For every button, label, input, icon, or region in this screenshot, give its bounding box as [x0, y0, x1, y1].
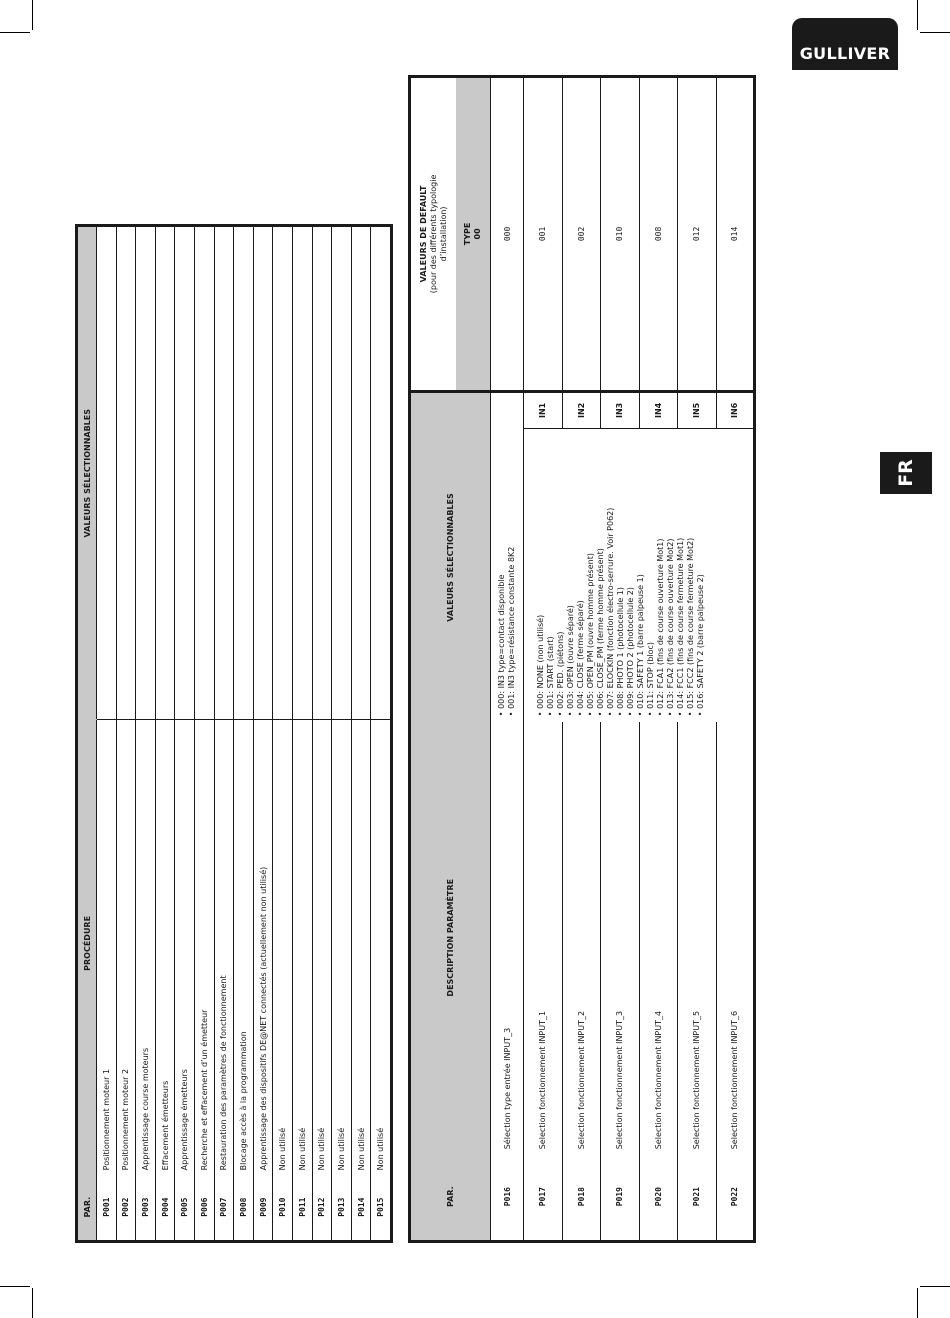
value-line: • 013: FCA2 (fins de course ouverture Mot2) — [666, 538, 675, 717]
default-value: 001 — [524, 77, 563, 392]
value-line: • 001: IN3 type=résistance constante 8K2 — [507, 546, 516, 717]
header-procedure: PROCÉDURE — [77, 720, 97, 1174]
value-line: • 002: PED. (piétons) — [556, 631, 565, 717]
table-row — [214, 226, 234, 1242]
table-row — [332, 226, 352, 1242]
param-code: P011 — [292, 1174, 312, 1241]
table-row — [371, 226, 392, 1242]
table-row — [155, 226, 175, 1242]
crop-mark — [920, 1286, 950, 1287]
value-line: • 006: CLOSE_PM (ferme homme présent) — [596, 548, 605, 717]
selectable-values — [351, 226, 371, 720]
param-description: Selection fonctionnement INPUT_4 — [639, 722, 678, 1153]
param-code: P005 — [175, 1174, 195, 1241]
param-code: P006 — [194, 1174, 214, 1241]
value-line: • 003: OPEN (ouvre séparé) — [566, 605, 575, 717]
default-subtitle-2: d’installation) — [438, 206, 448, 262]
value-line: • 010: SAFETY 1 (barre palpeuse 1) — [636, 574, 645, 717]
selectable-values — [371, 226, 392, 720]
language-tab-label: FR — [895, 459, 917, 487]
gulliver-logo — [792, 18, 898, 70]
procedure-description: Apprentissage émetteurs — [175, 720, 195, 1174]
param-code: P019 — [601, 1153, 640, 1241]
selectable-values — [214, 226, 234, 720]
param-description: Sélection type entrée INPUT_3 — [491, 722, 524, 1153]
default-value: 014 — [716, 77, 755, 392]
value-line: • 000: IN3 type=contact disponible — [497, 574, 506, 717]
selectable-values — [136, 226, 156, 720]
type-label: TYPE — [463, 222, 472, 246]
table-row — [273, 226, 293, 1242]
table-row — [194, 226, 214, 1242]
input-label: IN1 — [524, 391, 563, 428]
crop-mark — [32, 1288, 33, 1318]
language-tab — [880, 452, 932, 494]
input-label: IN2 — [562, 391, 601, 428]
input-label: IN3 — [601, 391, 640, 428]
default-value: 000 — [491, 77, 524, 392]
crop-mark — [917, 1288, 918, 1318]
param-code: P010 — [273, 1174, 293, 1241]
procedure-description: Non utilisé — [332, 720, 352, 1174]
type-number: 00 — [473, 228, 482, 240]
value-line: • 007: ELOCKIN (fonction électro-serrure. Voir P062) — [606, 507, 615, 717]
selectable-values — [175, 226, 195, 720]
procedure-description: Non utilisé — [273, 720, 293, 1174]
header-default-values — [410, 77, 457, 392]
procedure-description: Apprentissage course moteurs — [136, 720, 156, 1174]
param-code: P004 — [155, 1174, 175, 1241]
selectable-values — [332, 226, 352, 720]
param-code: P009 — [253, 1174, 273, 1241]
value-line: • 016: SAFETY 2 (barre palpeuse 2) — [696, 574, 705, 717]
param-description: Selection fonctionnement INPUT_1 — [524, 722, 563, 1153]
table-row — [136, 226, 156, 1242]
selectable-values — [116, 226, 136, 720]
table-row — [253, 226, 273, 1242]
param-code: P002 — [116, 1174, 136, 1241]
header-par: PAR. — [410, 1153, 491, 1241]
param-code: P001 — [97, 1174, 117, 1241]
table-row — [116, 226, 136, 1242]
table-row — [175, 226, 195, 1242]
table-row — [292, 226, 312, 1242]
default-value: 010 — [601, 77, 640, 392]
default-title: VALEURS DE DEFAULT — [418, 185, 428, 283]
param-code: P021 — [678, 1153, 717, 1241]
table-row — [234, 226, 254, 1242]
value-line: • 001: START (start) — [546, 636, 555, 717]
header-values: VALEURS SÉLECTIONNABLES — [410, 391, 491, 722]
crop-mark — [920, 32, 950, 33]
procedure-description: Non utilisé — [351, 720, 371, 1174]
value-line: • 004: CLOSE (ferme séparé) — [576, 600, 585, 717]
value-line: • 000: NONE (non utilisé) — [536, 614, 545, 717]
procedure-description: Restauration des paramètres de fonctionnement — [214, 720, 234, 1174]
selectable-values — [292, 226, 312, 720]
param-code: P020 — [639, 1153, 678, 1241]
param-code: P014 — [351, 1174, 371, 1241]
table-row — [97, 226, 117, 1242]
header-type — [456, 77, 491, 392]
procedure-description: Non utilisé — [292, 720, 312, 1174]
input-function-values — [524, 428, 755, 722]
param-description: Selection fonctionnement INPUT_5 — [678, 722, 717, 1153]
crop-mark — [32, 0, 33, 30]
default-value: 012 — [678, 77, 717, 392]
procedure-description: Effacement émetteurs — [155, 720, 175, 1174]
header-par: PAR. — [77, 1174, 97, 1241]
input-label: IN6 — [716, 391, 755, 428]
param-code: P008 — [234, 1174, 254, 1241]
procedure-description: Positionnement moteur 1 — [97, 720, 117, 1174]
value-line: • 014: FCC1 (fins de course fermeture Mot1) — [676, 537, 685, 717]
default-subtitle-1: (pour des différents typologie — [428, 174, 438, 294]
param-code: P022 — [716, 1153, 755, 1241]
param-code: P007 — [214, 1174, 234, 1241]
value-line: • 015: FCC2 (fins de course fermeture Mot2) — [686, 537, 695, 717]
param-code: P015 — [371, 1174, 392, 1241]
selectable-values — [253, 226, 273, 720]
value-line: • 011: STOP (bloc) — [646, 641, 655, 717]
table-row — [491, 77, 524, 1242]
procedure-description: Positionnement moteur 2 — [116, 720, 136, 1174]
header-description: DESCRIPTION PARAMÈTRE — [410, 722, 491, 1153]
param-code: P012 — [312, 1174, 332, 1241]
table-row — [312, 226, 332, 1242]
logo-text: GULLIVER — [799, 44, 891, 63]
param-description: Selection fonctionnement INPUT_2 — [562, 722, 601, 1153]
selectable-values — [97, 226, 117, 720]
procedure-description: Recherche et effacement d’un émetteur — [194, 720, 214, 1174]
crop-mark — [0, 32, 30, 33]
header-values: VALEURS SÉLECTIONNABLES — [77, 226, 97, 720]
procedure-table — [75, 224, 389, 1243]
input-label: IN5 — [678, 391, 717, 428]
selectable-values — [273, 226, 293, 720]
selectable-values — [194, 226, 214, 720]
procedure-description: Non utilisé — [371, 720, 392, 1174]
param-values — [491, 391, 524, 722]
param-description: Selection fonctionnement INPUT_6 — [716, 722, 755, 1153]
table-row — [524, 77, 563, 1242]
param-code: P017 — [524, 1153, 563, 1241]
parameter-table — [408, 75, 751, 1243]
param-code: P013 — [332, 1174, 352, 1241]
param-code: P003 — [136, 1174, 156, 1241]
value-line: • 009: PHOTO 2 (photocellule 2) — [626, 586, 635, 717]
value-line: • 005: OPEN_PM (ouvre homme présent) — [586, 553, 595, 717]
default-value: 002 — [562, 77, 601, 392]
default-value: 008 — [639, 77, 678, 392]
param-code: P016 — [491, 1153, 524, 1241]
param-description: Selection fonctionnement INPUT_3 — [601, 722, 640, 1153]
input-label: IN4 — [639, 391, 678, 428]
selectable-values — [234, 226, 254, 720]
value-line: • 008: PHOTO 1 (photocellule 1) — [616, 586, 625, 717]
value-line: • 012: FCA1 (fins de course ouverture Mot1) — [656, 538, 665, 717]
crop-mark — [917, 0, 918, 30]
selectable-values — [312, 226, 332, 720]
crop-mark — [0, 1286, 30, 1287]
param-code: P018 — [562, 1153, 601, 1241]
table-row — [351, 226, 371, 1242]
procedure-description: Apprentissage des dispositifs DE@NET connectés (actuellement non utilisé) — [253, 720, 273, 1174]
procedure-description: Non utilisé — [312, 720, 332, 1174]
selectable-values — [155, 226, 175, 720]
procedure-description: Blocage accès à la programmation — [234, 720, 254, 1174]
